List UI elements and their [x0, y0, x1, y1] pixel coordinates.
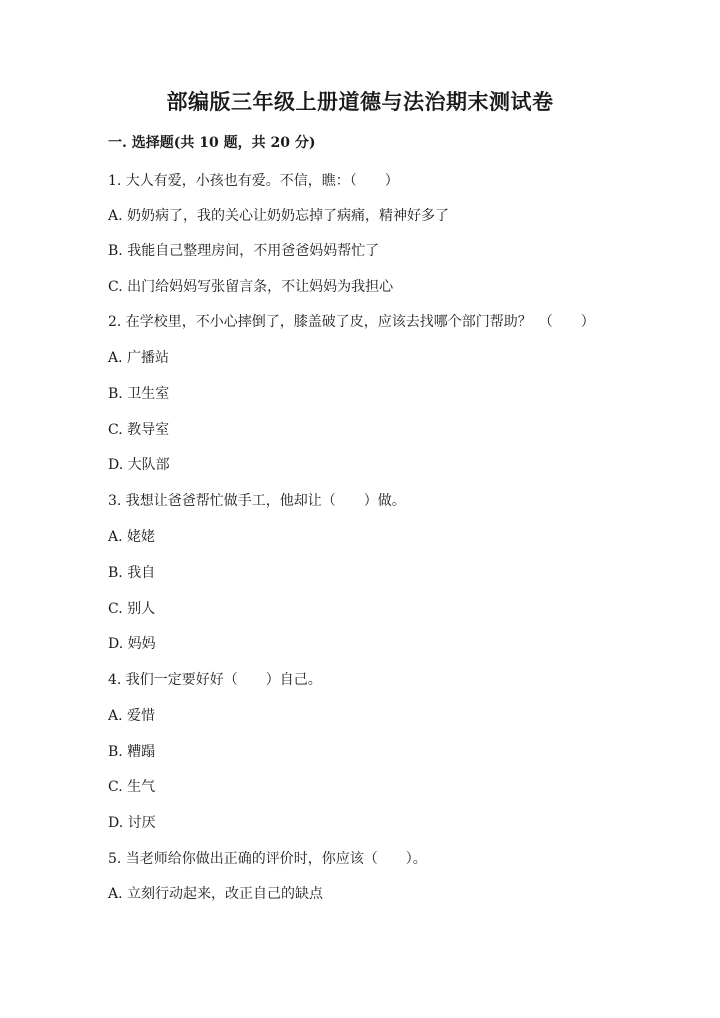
question-1-option-c: C. 出门给妈妈写张留言条，不让妈妈为我担心 [108, 279, 394, 295]
question-3-option-b: B. 我自 [108, 565, 156, 581]
question-1-option-b: B. 我能自己整理房间，不用爸爸妈妈帮忙了 [108, 243, 380, 259]
question-2-option-a: A. 广播站 [108, 350, 170, 366]
question-3-option-c: C. 别人 [108, 601, 156, 617]
question-1-stem: 1. 大人有爱，小孩也有爱。不信，瞧：（ ） [108, 173, 399, 189]
question-3-option-d: D. 妈妈 [108, 636, 156, 652]
section-heading: 一. 选择题(共 10 题，共 20 分) [108, 135, 316, 151]
question-4-option-c: C. 生气 [108, 779, 156, 795]
question-3-option-a: A. 姥姥 [108, 529, 156, 545]
question-2-option-c: C. 教导室 [108, 422, 170, 438]
question-2-option-d: D. 大队部 [108, 457, 170, 473]
page-title: 部编版三年级上册道德与法治期末测试卷 [166, 89, 554, 114]
question-4-stem: 4. 我们一定要好好（ ）自己。 [108, 672, 322, 688]
question-4-option-b: B. 糟蹋 [108, 744, 156, 760]
question-2-stem: 2. 在学校里，不小心摔倒了，膝盖破了皮，应该去找哪个部门帮助？ （ ） [108, 314, 595, 330]
question-1-option-a: A. 奶奶病了，我的关心让奶奶忘掉了病痛，精神好多了 [108, 208, 450, 224]
question-5-option-a: A. 立刻行动起来，改正自己的缺点 [108, 886, 324, 902]
question-4-option-a: A. 爱惜 [108, 708, 156, 724]
question-4-option-d: D. 讨厌 [108, 815, 156, 831]
question-3-stem: 3. 我想让爸爸帮忙做手工，他却让（ ）做。 [108, 493, 406, 509]
question-2-option-b: B. 卫生室 [108, 386, 170, 402]
question-5-stem: 5. 当老师给你做出正确的评价时，你应该（ ）。 [108, 851, 427, 867]
